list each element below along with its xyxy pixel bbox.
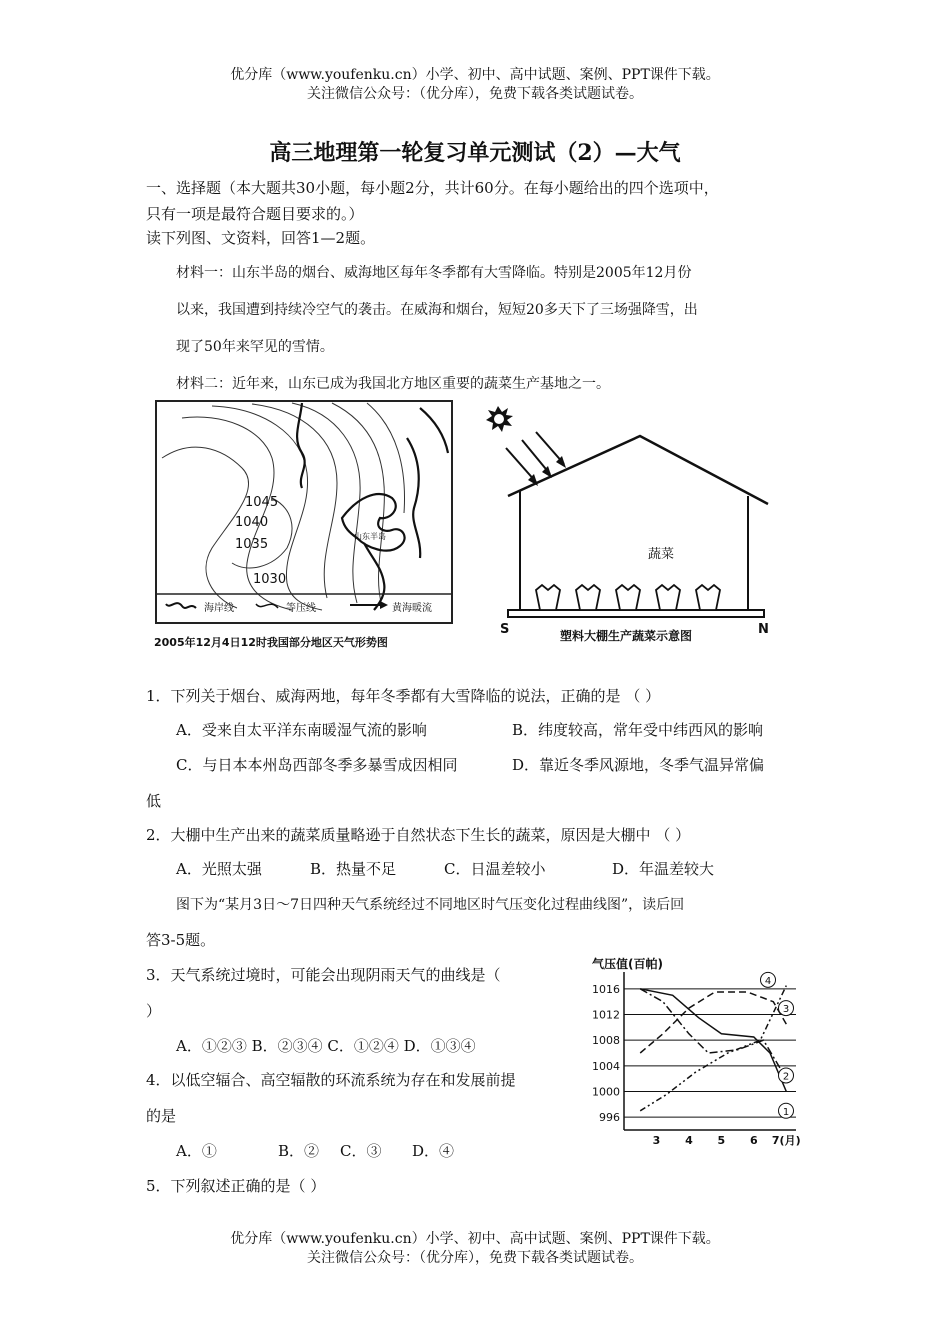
intro-line-1: 一、选择题（本大题共30小题，每小题2分，共计60分。在每小题给出的四个选项中， <box>146 179 719 197</box>
current-arrow-icon <box>380 601 388 609</box>
isobar-label-1040: 1040 <box>235 515 269 530</box>
chart-x-tick-label: 3 <box>652 1134 661 1147</box>
south-label: S <box>500 622 510 637</box>
greenhouse-caption: 塑料大棚生产蔬菜示意图 <box>560 629 693 643</box>
sun-icon <box>486 406 513 432</box>
footer-line-2: 关注微信公众号：（优分库），免费下载各类试题试卷。 <box>307 1250 643 1266</box>
question-3-paren: ） <box>146 1002 162 1020</box>
material-1-line-1: 材料一：山东半岛的烟台、威海地区每年冬季都有大雪降临。特别是2005年12月份 <box>176 265 692 281</box>
weather-map-figure <box>152 398 462 658</box>
intro-line-2: 只有一项是最符合题目要求的。） <box>146 205 364 223</box>
legend-isobar: 等压线 <box>286 603 316 614</box>
chart-series-label: 2 <box>782 1071 790 1083</box>
question-2: 2．大棚中生产出来的蔬菜质量略逊于自然状态下生长的蔬菜，原因是大棚中 （ ） <box>146 826 691 844</box>
question-4-wrap: 的是 <box>146 1107 177 1125</box>
weather-map-caption: 2005年12月4日12时我国部分地区天气形势图 <box>154 636 388 649</box>
chart-x-tick-label: 7(月) <box>771 1134 801 1147</box>
legend-coastline: 海岸线 <box>204 603 234 614</box>
question-1-option-a: A．受来自太平洋东南暖湿气流的影响 <box>176 721 427 739</box>
page-title: 高三地理第一轮复习单元测试（2）—大气 <box>269 140 681 166</box>
chart-series-line <box>640 992 786 1053</box>
material-2: 材料二：近年来，山东已成为我国北方地区重要的蔬菜生产基地之一。 <box>176 376 610 392</box>
question-4-option-b: B．② <box>278 1142 320 1160</box>
chart-y-tick-label: 1016 <box>592 982 620 996</box>
chart-y-tick-label: 1012 <box>592 1008 620 1022</box>
footer-line-1: 优分库（www.youfenku.cn）小学、初中、高中试题、案例、PPT课件下载。 <box>230 1231 720 1247</box>
coastline-shapes <box>297 403 448 610</box>
place-label: 山东半岛 <box>354 532 386 541</box>
map-frame <box>156 401 452 623</box>
chart-series <box>640 986 786 1111</box>
question-1-option-d-wrap: 低 <box>146 792 162 810</box>
question-4: 4．以低空辐合、高空辐散的环流系统为存在和发展前提 <box>146 1071 516 1089</box>
vegetable-label: 蔬菜 <box>648 547 675 562</box>
question-4-option-c: C．③ <box>340 1142 382 1160</box>
question-1-option-d: D．靠近冬季风源地，冬季气温异常偏 <box>512 756 765 774</box>
legend-current: 黄海暖流 <box>392 603 432 614</box>
question-1-option-b: B．纬度较高，常年受中纬西风的影响 <box>512 721 764 739</box>
chart-ylabel: 气压值(百帕) <box>592 957 663 971</box>
header-line-2: 关注微信公众号：（优分库），免费下载各类试题试卷。 <box>307 86 643 102</box>
greenhouse-figure <box>484 400 784 645</box>
chart-series-label: 4 <box>764 975 772 987</box>
chart-y-tick-label: 1000 <box>592 1085 620 1099</box>
question-2-option-d: D．年温差较大 <box>612 860 715 878</box>
isobar-label-1030: 1030 <box>253 572 287 587</box>
question-2-option-c: C．日温差较小 <box>444 860 546 878</box>
chart-series-label: 1 <box>782 1106 790 1118</box>
chart-y-tick-label: 1004 <box>592 1059 620 1073</box>
chart-x-tick-label: 6 <box>749 1134 758 1147</box>
isobar-legend-icon <box>256 604 278 608</box>
chart-y-ticks <box>592 983 620 1124</box>
question-1-option-c: C．与日本本州岛西部冬季多暴雪成因相同 <box>176 756 458 774</box>
question-1: 1．下列关于烟台、威海两地，每年冬季都有大雪降临的说法，正确的是 （ ） <box>146 687 661 705</box>
figure-intro-line-2: 答3-5题。 <box>146 931 216 949</box>
question-2-option-a: A．光照太强 <box>176 860 262 878</box>
coastline-legend-icon <box>166 603 196 608</box>
figure-intro-line-1: 图下为“某月3日～7日四种天气系统经过不同地区时气压变化过程曲线图”，读后回 <box>176 897 685 913</box>
chart-series-label: 3 <box>782 1004 790 1016</box>
greenhouse-ground <box>508 610 764 617</box>
isobar-label-1045: 1045 <box>245 495 279 510</box>
isobar-label-1035: 1035 <box>235 537 269 552</box>
question-4-option-d: D．④ <box>412 1142 455 1160</box>
chart-series-labels <box>761 972 794 1118</box>
chart-x-tick-label: 4 <box>685 1134 693 1147</box>
question-3: 3．天气系统过境时，可能会出现阴雨天气的曲线是（ <box>146 966 501 984</box>
chart-series-line <box>640 989 786 1079</box>
chart-y-tick-label: 996 <box>599 1111 620 1125</box>
intro-line-3: 读下列图、文资料，回答1—2题。 <box>146 229 376 247</box>
question-4-option-a: A．① <box>176 1142 217 1160</box>
question-3-options: A．①②③ B．②③④ C．①②④ D．①③④ <box>176 1037 476 1055</box>
pressure-chart <box>588 950 810 1150</box>
question-5: 5．下列叙述正确的是（ ） <box>146 1177 326 1195</box>
vegetable-plants <box>536 585 720 610</box>
header-line-1: 优分库（www.youfenku.cn）小学、初中、高中试题、案例、PPT课件下载。 <box>230 67 720 83</box>
chart-x-ticks <box>653 1134 801 1147</box>
question-2-option-b: B．热量不足 <box>310 860 397 878</box>
material-1-line-3: 现了50年来罕见的雪情。 <box>176 339 334 355</box>
north-label: N <box>758 622 769 637</box>
chart-x-tick-label: 5 <box>717 1134 726 1147</box>
material-1-line-2: 以来，我国遭到持续冷空气的袭击。在威海和烟台，短短20多天下了三场强降雪，出 <box>176 302 698 318</box>
chart-y-tick-label: 1008 <box>592 1034 620 1048</box>
